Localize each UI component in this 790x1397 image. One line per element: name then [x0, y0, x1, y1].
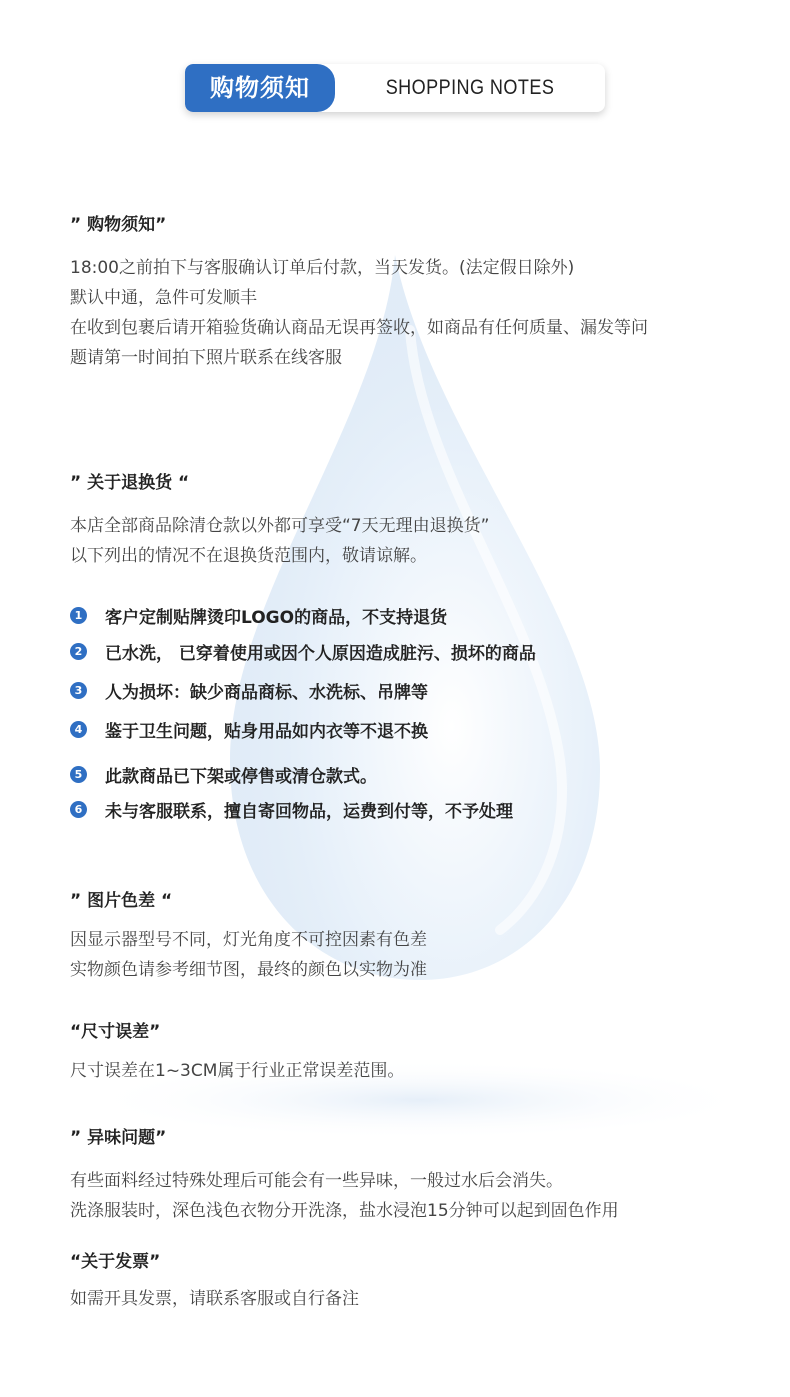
- list-item-text: 客户定制贴牌烫印LOGO的商品，不支持退货: [105, 607, 448, 628]
- section-shopping: [70, 213, 648, 373]
- section-returns-line: 本店全部商品除清仓款以外都可享受“7天无理由退换货”: [70, 516, 490, 536]
- list-item: [70, 716, 428, 742]
- number-badge: 6: [70, 801, 87, 818]
- list-item: [70, 638, 536, 664]
- list-item: [70, 761, 377, 787]
- section-returns: [70, 471, 489, 571]
- section-shopping-title: ” 购物须知”: [70, 215, 167, 235]
- list-item: [70, 796, 513, 822]
- section-odor-line: 有些面料经过特殊处理后可能会有一些异味，一般过水后会消失。: [70, 1171, 563, 1191]
- section-shopping-line: 18:00之前拍下与客服确认订单后付款，当天发货。(法定假日除外): [70, 258, 575, 278]
- list-item: [70, 602, 447, 628]
- number-badge: 4: [70, 721, 87, 738]
- section-size-line: 尺寸误差在1~3CM属于行业正常误差范围。: [70, 1061, 405, 1081]
- section-invoice: [70, 1250, 359, 1314]
- section-odor-title: ” 异味问题”: [70, 1128, 167, 1148]
- list-item: [70, 677, 428, 703]
- section-size: [70, 1020, 404, 1086]
- section-odor-line: 洗涤服装时，深色浅色衣物分开洗涤，盐水浸泡15分钟可以起到固色作用: [70, 1201, 619, 1221]
- section-color-title: ” 图片色差 “: [70, 891, 173, 911]
- header-badge: [185, 64, 605, 112]
- section-size-title: “尺寸误差”: [70, 1022, 161, 1042]
- section-shopping-line: 题请第一时间拍下照片联系在线客服: [70, 348, 342, 368]
- section-odor: [70, 1126, 619, 1226]
- list-item-text: 未与客服联系，擅自寄回物品，运费到付等，不予处理: [105, 801, 513, 822]
- section-invoice-line: 如需开具发票，请联系客服或自行备注: [70, 1289, 359, 1309]
- number-badge: 2: [70, 643, 87, 660]
- list-item-text: 鉴于卫生问题，贴身用品如内衣等不退不换: [105, 721, 428, 742]
- list-item-text: 此款商品已下架或停售或清仓款式。: [105, 766, 377, 787]
- section-shopping-line: 默认中通，急件可发顺丰: [70, 288, 257, 308]
- list-item-text: 已水洗， 已穿着使用或因个人原因造成脏污、损坏的商品: [105, 643, 536, 664]
- section-color-line: 实物颜色请参考细节图，最终的颜色以实物为准: [70, 960, 427, 980]
- header-title-cn: 购物须知: [185, 64, 335, 112]
- section-color: [70, 889, 427, 985]
- number-badge: 5: [70, 766, 87, 783]
- section-shopping-line: 在收到包裹后请开箱验货确认商品无误再签收，如商品有任何质量、漏发等问: [70, 318, 648, 338]
- header-title-en: SHOPPING NOTES: [385, 76, 555, 99]
- section-returns-line: 以下列出的情况不在退换货范围内，敬请谅解。: [70, 546, 427, 566]
- section-invoice-title: “关于发票”: [70, 1252, 161, 1272]
- number-badge: 3: [70, 682, 87, 699]
- list-item-text: 人为损坏：缺少商品商标、水洗标、吊牌等: [105, 682, 428, 703]
- number-badge: 1: [70, 607, 87, 624]
- section-returns-title: ” 关于退换货 “: [70, 473, 190, 493]
- section-color-line: 因显示器型号不同，灯光角度不可控因素有色差: [70, 930, 427, 950]
